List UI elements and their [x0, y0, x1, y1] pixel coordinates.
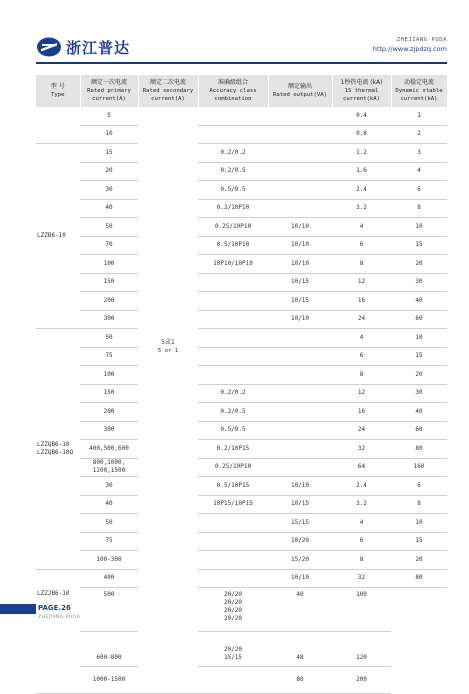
cell-thermal: 8	[332, 255, 391, 274]
cell-dynamic: 20	[391, 255, 447, 274]
cell-accuracy: 0.2/10P15	[198, 440, 268, 459]
cell-thermal: 64	[332, 458, 391, 477]
cell-primary: 15	[80, 144, 138, 163]
cell-primary: 40	[80, 199, 138, 218]
cell-accuracy	[198, 107, 268, 125]
cell-output	[268, 199, 332, 218]
cell-thermal: 1.2	[332, 144, 391, 163]
spec-table	[36, 75, 448, 694]
cell-thermal: 48	[268, 632, 332, 667]
cell-accuracy: 0.2/0.2	[198, 144, 268, 163]
table-row	[36, 551, 447, 570]
cell-primary: 50	[80, 514, 138, 533]
cell-accuracy: 10P15/10P15	[198, 495, 268, 514]
secondary-current: 5或1 5 or 1	[157, 339, 179, 355]
company-logo	[36, 34, 130, 60]
cell-primary: 50	[80, 218, 138, 237]
cell-output	[198, 667, 268, 694]
footer-bar	[0, 604, 36, 614]
cell-thermal: 6	[332, 236, 391, 255]
cell-primary: 75	[80, 532, 138, 551]
cell-primary: 200	[80, 292, 138, 311]
table-row	[36, 366, 447, 385]
cell-dynamic: 80	[391, 440, 447, 459]
cell-primary: 100-300	[80, 551, 138, 570]
cell-thermal: 8	[332, 366, 391, 385]
cell-thermal: 4	[332, 514, 391, 533]
cell-thermal: 3.2	[332, 495, 391, 514]
cell-accuracy: 0.5/10P15	[198, 477, 268, 496]
cell-dynamic: 200	[332, 667, 391, 694]
cell-primary: 300	[80, 310, 138, 329]
cell-dynamic: 8	[391, 495, 447, 514]
cell-output: 10/10	[268, 236, 332, 255]
cell-primary: 100	[80, 255, 138, 274]
footer-brand: ZHEJIANG PUDA	[38, 615, 81, 620]
cell-thermal: 40	[268, 588, 332, 632]
cell-dynamic: 3	[391, 144, 447, 163]
cell-output: 15/15	[268, 514, 332, 533]
table-row	[36, 458, 447, 477]
cell-output	[268, 421, 332, 440]
cell-thermal: 8	[332, 551, 391, 570]
table-row	[36, 421, 447, 440]
cell-thermal: 16	[332, 292, 391, 311]
cell-dynamic: 80	[391, 569, 447, 588]
cell-primary: 200	[80, 403, 138, 422]
table-row	[36, 532, 447, 551]
cell-dynamic: 100	[332, 588, 391, 632]
cell-primary: 20	[80, 162, 138, 181]
cell-dynamic: 15	[391, 347, 447, 366]
cell-primary: 600-800	[80, 632, 138, 667]
cell-output: 20/20 15/15	[198, 632, 268, 667]
cell-output	[268, 107, 332, 125]
table-row	[36, 667, 447, 694]
cell-output	[268, 181, 332, 200]
brand-name-en: ZHEJIANG PUDA	[396, 37, 447, 43]
cell-primary: 50	[80, 329, 138, 348]
cell-dynamic: 30	[391, 384, 447, 403]
header-dynamic: 动稳定电流 Dynamic stable current(kA)	[391, 75, 447, 107]
cell-dynamic: 10	[391, 514, 447, 533]
header-primary: 额定一次电流 Rated primary current(A)	[80, 75, 138, 107]
table-row	[36, 255, 447, 274]
cell-thermal: 16	[332, 403, 391, 422]
table-row	[36, 495, 447, 514]
cell-primary: 40	[80, 495, 138, 514]
cell-dynamic: 10	[391, 218, 447, 237]
cell-dynamic: 2	[391, 125, 447, 144]
cell-thermal: 0.4	[332, 107, 391, 125]
cell-primary: 30	[80, 477, 138, 496]
cell-output: 20/20 20/20 20/20 20/20	[198, 588, 268, 632]
cell-accuracy	[198, 273, 268, 292]
cell-dynamic: 40	[391, 292, 447, 311]
cell-accuracy	[198, 366, 268, 385]
cell-primary: 30	[80, 181, 138, 200]
cell-output: 10/10	[268, 310, 332, 329]
cell-primary: 150	[80, 273, 138, 292]
cell-output	[268, 347, 332, 366]
cell-accuracy: 10P10/10P10	[198, 255, 268, 274]
cell-output: 10/10	[268, 477, 332, 496]
table-row	[36, 273, 447, 292]
cell-output: 10/15	[268, 273, 332, 292]
cell-thermal: 1.6	[332, 162, 391, 181]
cell-dynamic: 30	[391, 273, 447, 292]
cell-dynamic: 60	[391, 421, 447, 440]
table-row	[36, 588, 447, 632]
cell-primary: 70	[80, 236, 138, 255]
cell-output	[268, 403, 332, 422]
table-row	[36, 125, 447, 144]
cell-primary: 400	[80, 569, 138, 588]
cell-dynamic: 15	[391, 236, 447, 255]
table-header-row	[36, 75, 447, 107]
table-row	[36, 440, 447, 459]
cell-output	[268, 458, 332, 477]
cell-thermal: 12	[332, 384, 391, 403]
cell-thermal: 0.8	[332, 125, 391, 144]
cell-primary: 800,1000, 1200,1500	[80, 458, 138, 477]
cell-accuracy	[198, 329, 268, 348]
cell-primary: 500	[80, 588, 138, 632]
cell-thermal: 24	[332, 421, 391, 440]
table-row	[36, 181, 447, 200]
cell-accuracy: 0.2/0.5	[198, 403, 268, 422]
cell-output: 10/20	[268, 532, 332, 551]
table-row	[36, 403, 447, 422]
cell-thermal: 6	[332, 347, 391, 366]
table-row	[36, 514, 447, 533]
cell-accuracy: 0.2/10P10	[198, 199, 268, 218]
cell-dynamic: 1	[391, 107, 447, 125]
cell-primary: 100	[80, 366, 138, 385]
cell-dynamic: 8	[391, 199, 447, 218]
cell-output: 10/15	[268, 495, 332, 514]
type-lzzb6-10: LZZB6-10	[36, 144, 80, 329]
header-thermal: 1秒热电流 (kA) 1S thermal current(kA)	[332, 75, 391, 107]
company-name-zh: 浙江普达	[66, 38, 131, 57]
cell-output: 15/20	[268, 551, 332, 570]
cell-accuracy: 0.25/10P10	[198, 458, 268, 477]
cell-primary: 75	[80, 347, 138, 366]
cell-dynamic: 160	[391, 458, 447, 477]
table-row	[36, 632, 447, 667]
table-row	[36, 218, 447, 237]
cell-dynamic: 4	[391, 162, 447, 181]
cell-output: 10/15	[268, 292, 332, 311]
table-row	[36, 162, 447, 181]
cell-output	[268, 125, 332, 144]
table-row	[36, 477, 447, 496]
cell-accuracy	[198, 551, 268, 570]
cell-dynamic: 60	[391, 310, 447, 329]
cell-accuracy	[198, 569, 268, 588]
cell-output	[268, 440, 332, 459]
table-row	[36, 384, 447, 403]
cell-accuracy	[198, 125, 268, 144]
header-accuracy: 准确级组合 Accuracy class combination	[198, 75, 268, 107]
cell-thermal: 3.2	[332, 199, 391, 218]
brand-url[interactable]: http://www.zjpdzq.com	[372, 45, 447, 53]
table-row	[36, 347, 447, 366]
cell-primary: 150	[80, 384, 138, 403]
table-row	[36, 107, 447, 125]
cell-dynamic: 6	[391, 477, 447, 496]
cell-accuracy: 0.2/0.2	[198, 384, 268, 403]
cell-accuracy	[198, 514, 268, 533]
cell-output	[268, 329, 332, 348]
cell-dynamic: 20	[391, 366, 447, 385]
type-lzzjb6-10: LZZJB6-10	[36, 569, 80, 694]
cell-thermal: 4	[332, 218, 391, 237]
cell-thermal: 24	[332, 310, 391, 329]
cell-primary: 300	[80, 421, 138, 440]
cell-dynamic: 40	[391, 403, 447, 422]
cell-thermal: 32	[332, 440, 391, 459]
cell-dynamic: 15	[391, 532, 447, 551]
table-row	[36, 329, 447, 348]
cell-accuracy: 0.5/0.5	[198, 181, 268, 200]
table-row	[36, 144, 447, 163]
cell-output: 10/10	[268, 255, 332, 274]
cell-thermal: 6	[332, 532, 391, 551]
cell-accuracy: 0.2/0.5	[198, 162, 268, 181]
table-row	[36, 199, 447, 218]
table-row	[36, 310, 447, 329]
cell-output: 10/10	[268, 218, 332, 237]
cell-dynamic: 10	[391, 329, 447, 348]
page-number: PAGE.26	[38, 604, 71, 612]
table-row	[36, 292, 447, 311]
table-row	[36, 236, 447, 255]
cell-primary: 10	[80, 125, 138, 144]
cell-primary: 1000-1500	[80, 667, 138, 694]
cell-accuracy	[198, 310, 268, 329]
header-type: 型 号 Type	[36, 75, 80, 107]
header-rule	[36, 62, 447, 64]
header-secondary: 额定二次电流 Rated secondary current(A)	[138, 75, 198, 107]
brand-block	[373, 36, 447, 54]
cell-thermal: 2.4	[332, 477, 391, 496]
cell-thermal: 2.4	[332, 181, 391, 200]
table-row	[36, 569, 447, 588]
cell-dynamic: 6	[391, 181, 447, 200]
cell-accuracy	[198, 532, 268, 551]
header-output: 额定输出 Rated output(VA)	[268, 75, 332, 107]
cell-output	[268, 384, 332, 403]
cell-output	[268, 144, 332, 163]
cell-thermal: 12	[332, 273, 391, 292]
cell-dynamic: 120	[332, 632, 391, 667]
cell-thermal: 80	[268, 667, 332, 694]
cell-primary: 400,500,600	[80, 440, 138, 459]
cell-accuracy: 0.5/0.5	[198, 421, 268, 440]
cell-output	[268, 366, 332, 385]
cell-thermal: 32	[332, 569, 391, 588]
cell-accuracy: 0.5/10P10	[198, 236, 268, 255]
type-lzzqb6: LZZQB6-10 LZZQB6-10Q	[36, 329, 80, 570]
cell-accuracy: 0.25/10P10	[198, 218, 268, 237]
cell-output	[268, 162, 332, 181]
cell-dynamic: 20	[391, 551, 447, 570]
cell-thermal: 4	[332, 329, 391, 348]
cell-output: 10/10	[268, 569, 332, 588]
cell-accuracy	[198, 292, 268, 311]
puda-logo-icon	[36, 36, 62, 58]
cell-accuracy	[198, 347, 268, 366]
cell-primary: 5	[80, 107, 138, 125]
